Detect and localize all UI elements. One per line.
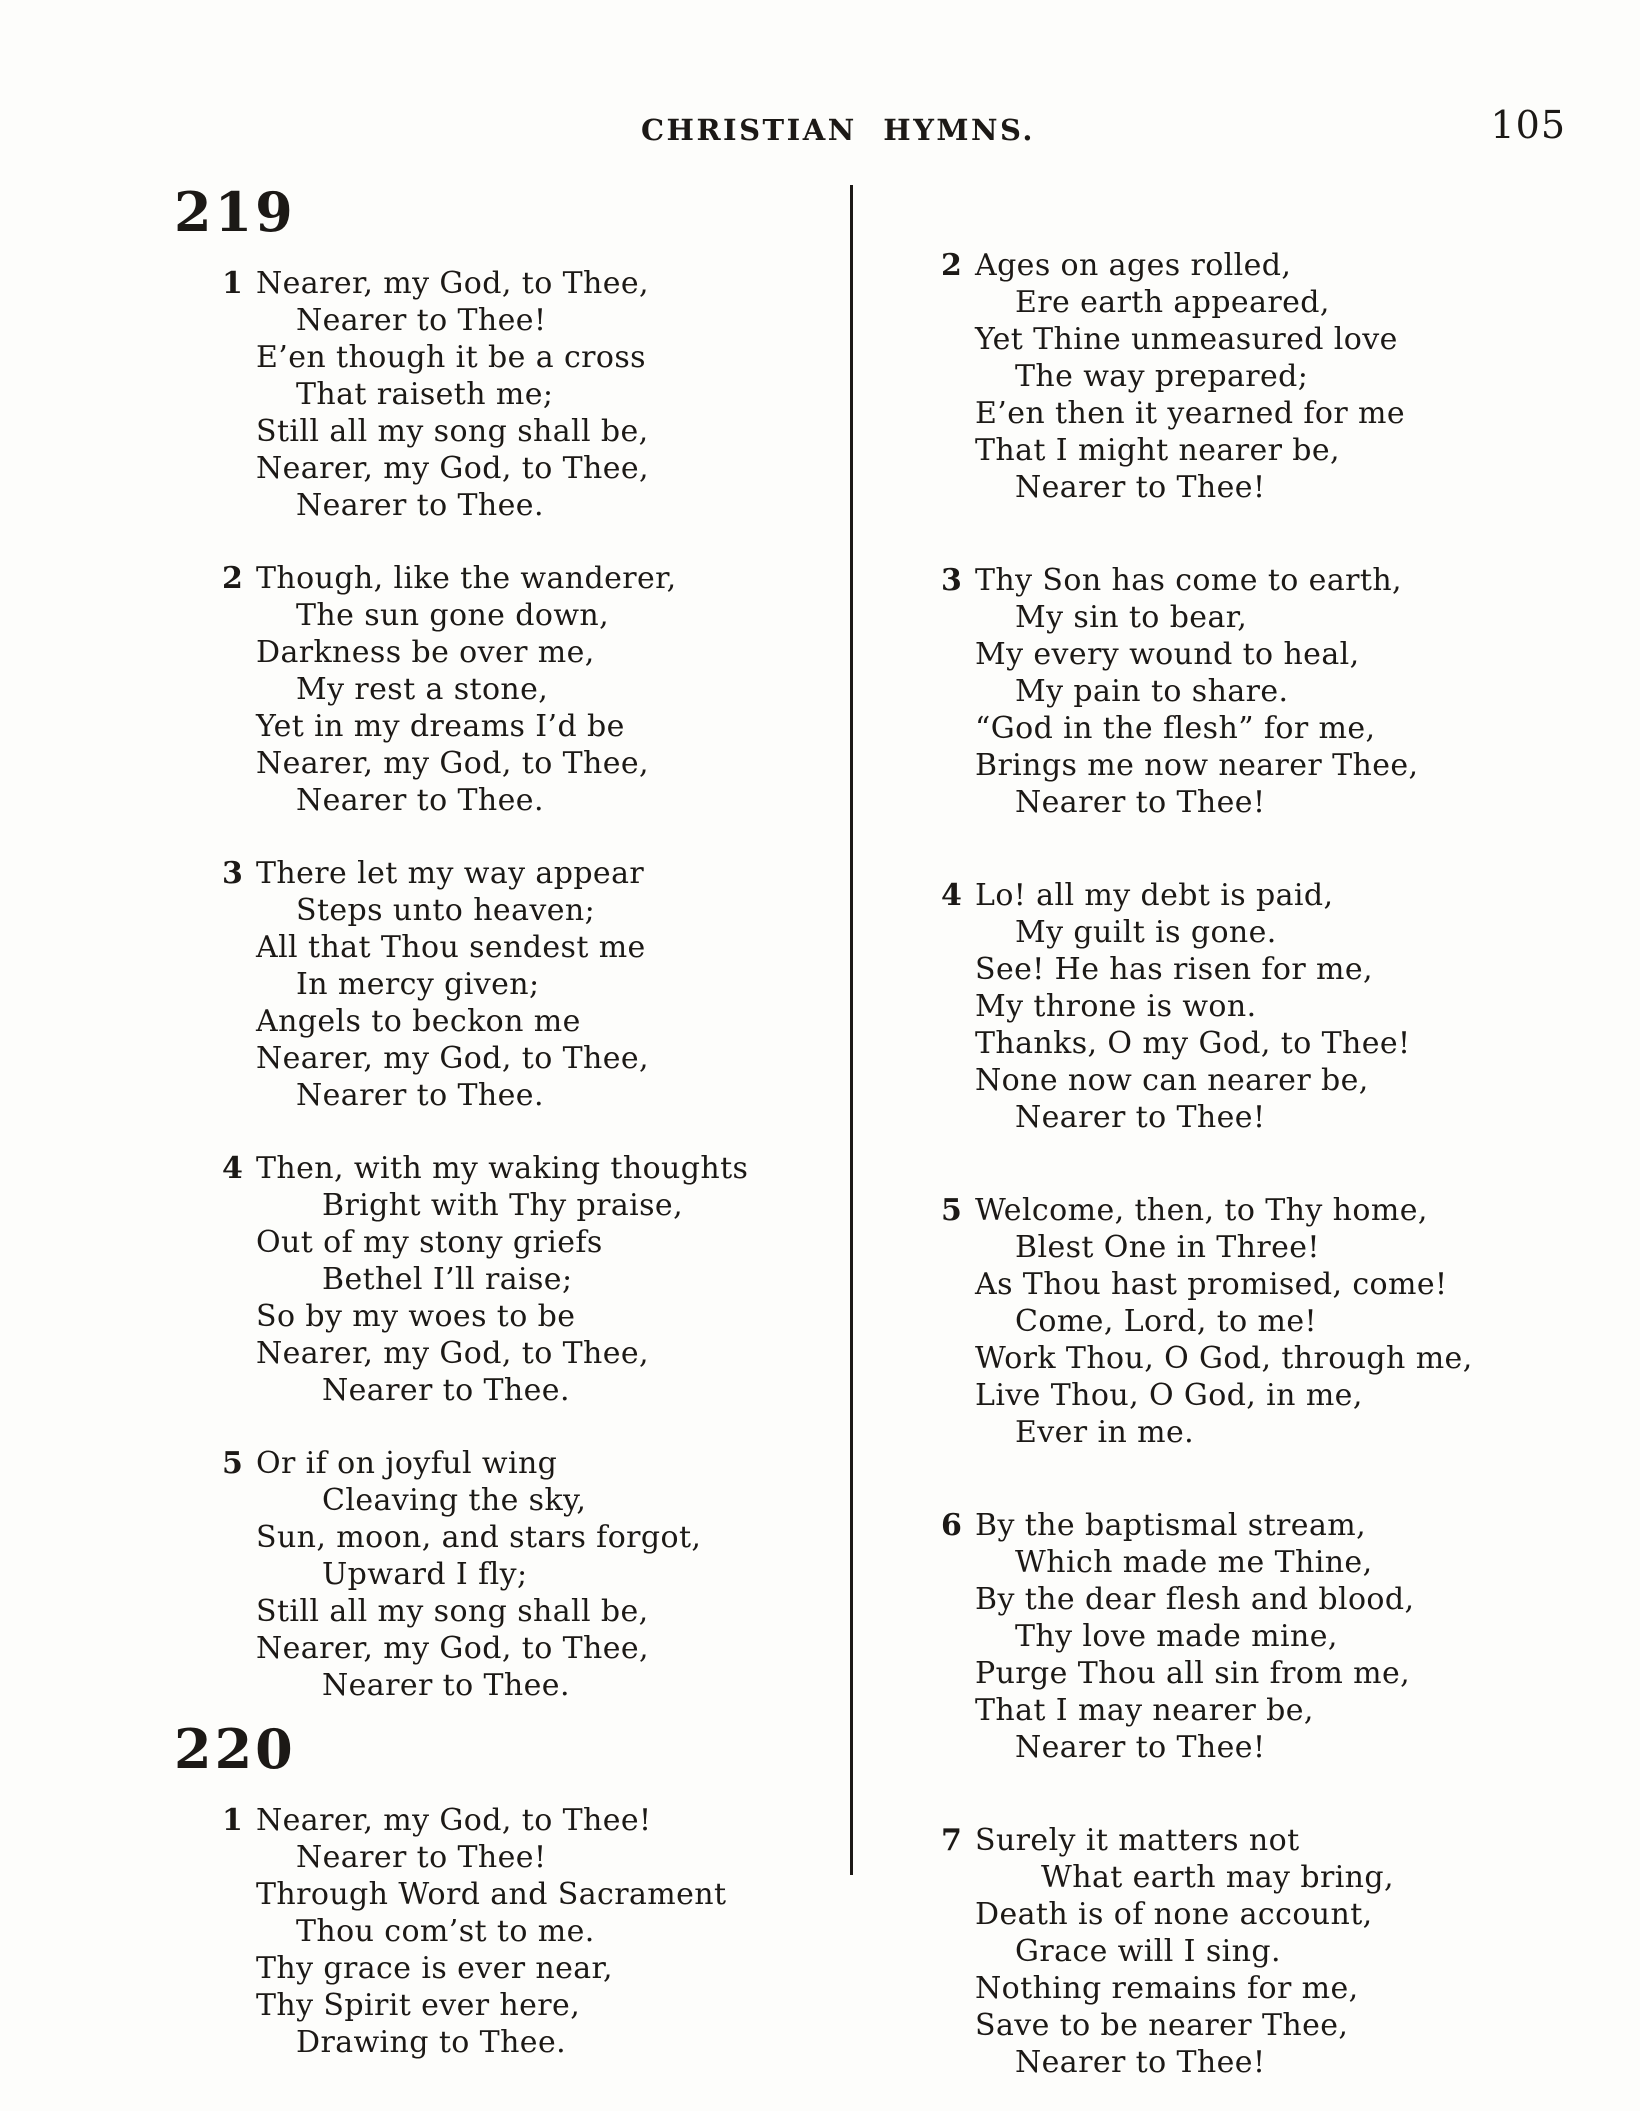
verse-line: Nearer, my God, to Thee, — [256, 1336, 649, 1371]
hymn-verse — [941, 247, 1640, 506]
verse-line: My guilt is gone. — [1015, 915, 1277, 950]
verse-line: E’en then it yearned for me — [975, 396, 1406, 431]
verse-line: That I may nearer be, — [975, 1693, 1314, 1728]
verse-line: All that Thou sendest me — [256, 930, 646, 965]
verse-line: As Thou hast promised, come! — [975, 1267, 1448, 1302]
verse-number: 2 — [222, 561, 244, 596]
verse-line: Lo! all my debt is paid, — [975, 878, 1334, 913]
verse-number: 1 — [222, 1803, 244, 1838]
verse-number: 2 — [941, 248, 963, 283]
hymn-verse — [941, 1822, 1640, 2081]
verse-line: Nearer to Thee! — [1015, 2045, 1266, 2080]
hymn-number-219: 219 — [174, 180, 296, 244]
verse-line: By the baptismal stream, — [975, 1508, 1367, 1543]
verse-line: Ere earth appeared, — [1015, 285, 1330, 320]
verse-line: My rest a stone, — [296, 672, 549, 707]
hymn-220-verses — [174, 1802, 850, 2061]
verse-line: My sin to bear, — [1015, 600, 1248, 635]
verse-line: Thy Son has come to earth, — [975, 563, 1402, 598]
verse-line: By the dear flesh and blood, — [975, 1582, 1415, 1617]
hymn-verse — [941, 1192, 1640, 1451]
verse-line: Ever in me. — [1015, 1415, 1195, 1450]
verse-number: 5 — [941, 1193, 963, 1228]
verse-line: Nothing remains for me, — [975, 1971, 1359, 2006]
verse-line: My throne is won. — [975, 989, 1257, 1024]
verse-line: Or if on joyful wing — [256, 1446, 558, 1481]
verse-line: Nearer to Thee. — [322, 1668, 570, 1703]
verse-line: Nearer to Thee! — [296, 303, 547, 338]
verse-line: Upward I fly; — [322, 1557, 528, 1592]
verse-line: Death is of none account, — [975, 1897, 1373, 1932]
verse-line: Nearer to Thee. — [296, 488, 544, 523]
verse-line: Nearer to Thee! — [1015, 785, 1266, 820]
verse-line: Bethel I’ll raise; — [322, 1262, 573, 1297]
verse-line: Nearer to Thee! — [296, 1840, 547, 1875]
verse-line: E’en though it be a cross — [256, 340, 646, 375]
verse-line: Out of my stony griefs — [256, 1225, 603, 1260]
verse-line: Through Word and Sacrament — [256, 1877, 727, 1912]
right-column — [853, 185, 1640, 2081]
verse-line: Thy Spirit ever here, — [256, 1988, 581, 2023]
verse-line: The sun gone down, — [296, 598, 610, 633]
verse-line: Blest One in Three! — [1015, 1230, 1320, 1265]
verse-lines — [256, 1802, 850, 2061]
verse-line: Nearer to Thee! — [1015, 1100, 1266, 1135]
verse-line: Brings me now nearer Thee, — [975, 748, 1419, 783]
verse-line: Welcome, then, to Thy home, — [975, 1193, 1428, 1228]
verse-line: Nearer to Thee. — [296, 1078, 544, 1113]
verse-lines — [975, 247, 1640, 506]
hymn-verse — [222, 1150, 850, 1409]
verse-line: That I might nearer be, — [975, 433, 1340, 468]
verse-line: Nearer to Thee! — [1015, 470, 1266, 505]
verse-number: 4 — [941, 878, 963, 913]
hymn-verse — [222, 265, 850, 524]
hymn-220-continued-verses — [941, 247, 1640, 2081]
verse-lines — [975, 562, 1640, 821]
verse-line: That raiseth me; — [296, 377, 554, 412]
verse-line: My pain to share. — [1015, 674, 1289, 709]
page-header-title: CHRISTIAN HYMNS. — [640, 113, 1036, 147]
hymn-verse — [222, 1802, 850, 2061]
verse-line: Drawing to Thee. — [296, 2025, 567, 2060]
verse-line: Thanks, O my God, to Thee! — [975, 1026, 1411, 1061]
verse-line: Ages on ages rolled, — [975, 248, 1292, 283]
hymn-219-verses — [174, 265, 850, 1704]
verse-line: Surely it matters not — [975, 1823, 1300, 1858]
verse-line: Nearer, my God, to Thee! — [256, 1803, 652, 1838]
verse-number: 3 — [941, 563, 963, 598]
verse-line: Come, Lord, to me! — [1015, 1304, 1317, 1339]
verse-line: So by my woes to be — [256, 1299, 576, 1334]
verse-line: What earth may bring, — [1041, 1860, 1394, 1895]
verse-line: Though, like the wanderer, — [256, 561, 677, 596]
verse-line: Then, with my waking thoughts — [256, 1151, 749, 1186]
verse-line: None now can nearer be, — [975, 1063, 1369, 1098]
verse-lines — [975, 1507, 1640, 1766]
verse-line: There let my way appear — [256, 856, 645, 891]
left-column — [174, 180, 850, 2061]
verse-line: Thou com’st to me. — [296, 1914, 595, 1949]
verse-number: 6 — [941, 1508, 963, 1543]
verse-lines — [975, 1192, 1640, 1451]
verse-line: Which made me Thine, — [1015, 1545, 1373, 1580]
hymn-verse — [941, 877, 1640, 1136]
verse-lines — [256, 560, 850, 819]
verse-number: 5 — [222, 1446, 244, 1481]
verse-line: Still all my song shall be, — [256, 414, 649, 449]
verse-line: “God in the flesh” for me, — [975, 711, 1376, 746]
hymn-verse — [222, 1445, 850, 1704]
verse-line: Nearer to Thee! — [1015, 1730, 1266, 1765]
verse-line: Cleaving the sky, — [322, 1483, 587, 1518]
verse-line: In mercy given; — [296, 967, 540, 1002]
verse-line: Thy grace is ever near, — [256, 1951, 613, 1986]
verse-lines — [975, 1822, 1640, 2081]
verse-line: Darkness be over me, — [256, 635, 595, 670]
verse-lines — [975, 877, 1640, 1136]
verse-line: Thy love made mine, — [1015, 1619, 1338, 1654]
verse-line: Steps unto heaven; — [296, 893, 596, 928]
verse-line: Nearer, my God, to Thee, — [256, 1631, 649, 1666]
verse-line: Work Thou, O God, through me, — [975, 1341, 1473, 1376]
page-number: 105 — [1490, 103, 1566, 147]
verse-line: Purge Thou all sin from me, — [975, 1656, 1411, 1691]
verse-line: The way prepared; — [1015, 359, 1309, 394]
verse-line: Nearer to Thee. — [322, 1373, 570, 1408]
verse-lines — [256, 1150, 850, 1409]
verse-line: Live Thou, O God, in me, — [975, 1378, 1363, 1413]
verse-line: Angels to beckon me — [256, 1004, 581, 1039]
verse-line: Yet Thine unmeasured love — [975, 322, 1398, 357]
verse-lines — [256, 855, 850, 1114]
verse-line: Nearer to Thee. — [296, 783, 544, 818]
verse-line: Nearer, my God, to Thee, — [256, 746, 649, 781]
verse-line: Nearer, my God, to Thee, — [256, 266, 649, 301]
verse-number: 7 — [941, 1823, 963, 1858]
verse-lines — [256, 265, 850, 524]
verse-line: Sun, moon, and stars forgot, — [256, 1520, 702, 1555]
hymn-verse — [222, 560, 850, 819]
verse-number: 4 — [222, 1151, 244, 1186]
columns — [174, 180, 1640, 2081]
verse-line: Nearer, my God, to Thee, — [256, 1041, 649, 1076]
hymn-verse — [941, 1507, 1640, 1766]
verse-line: Nearer, my God, to Thee, — [256, 451, 649, 486]
verse-line: Bright with Thy praise, — [322, 1188, 684, 1223]
verse-lines — [256, 1445, 850, 1704]
hymn-verse — [941, 562, 1640, 821]
verse-line: Still all my song shall be, — [256, 1594, 649, 1629]
verse-line: Save to be nearer Thee, — [975, 2008, 1349, 2043]
hymn-verse — [222, 855, 850, 1114]
verse-number: 1 — [222, 266, 244, 301]
hymn-number-220: 220 — [174, 1717, 296, 1781]
verse-line: Grace will I sing. — [1015, 1934, 1281, 1969]
verse-line: See! He has risen for me, — [975, 952, 1373, 987]
verse-line: Yet in my dreams I’d be — [256, 709, 625, 744]
verse-line: My every wound to heal, — [975, 637, 1360, 672]
verse-number: 3 — [222, 856, 244, 891]
